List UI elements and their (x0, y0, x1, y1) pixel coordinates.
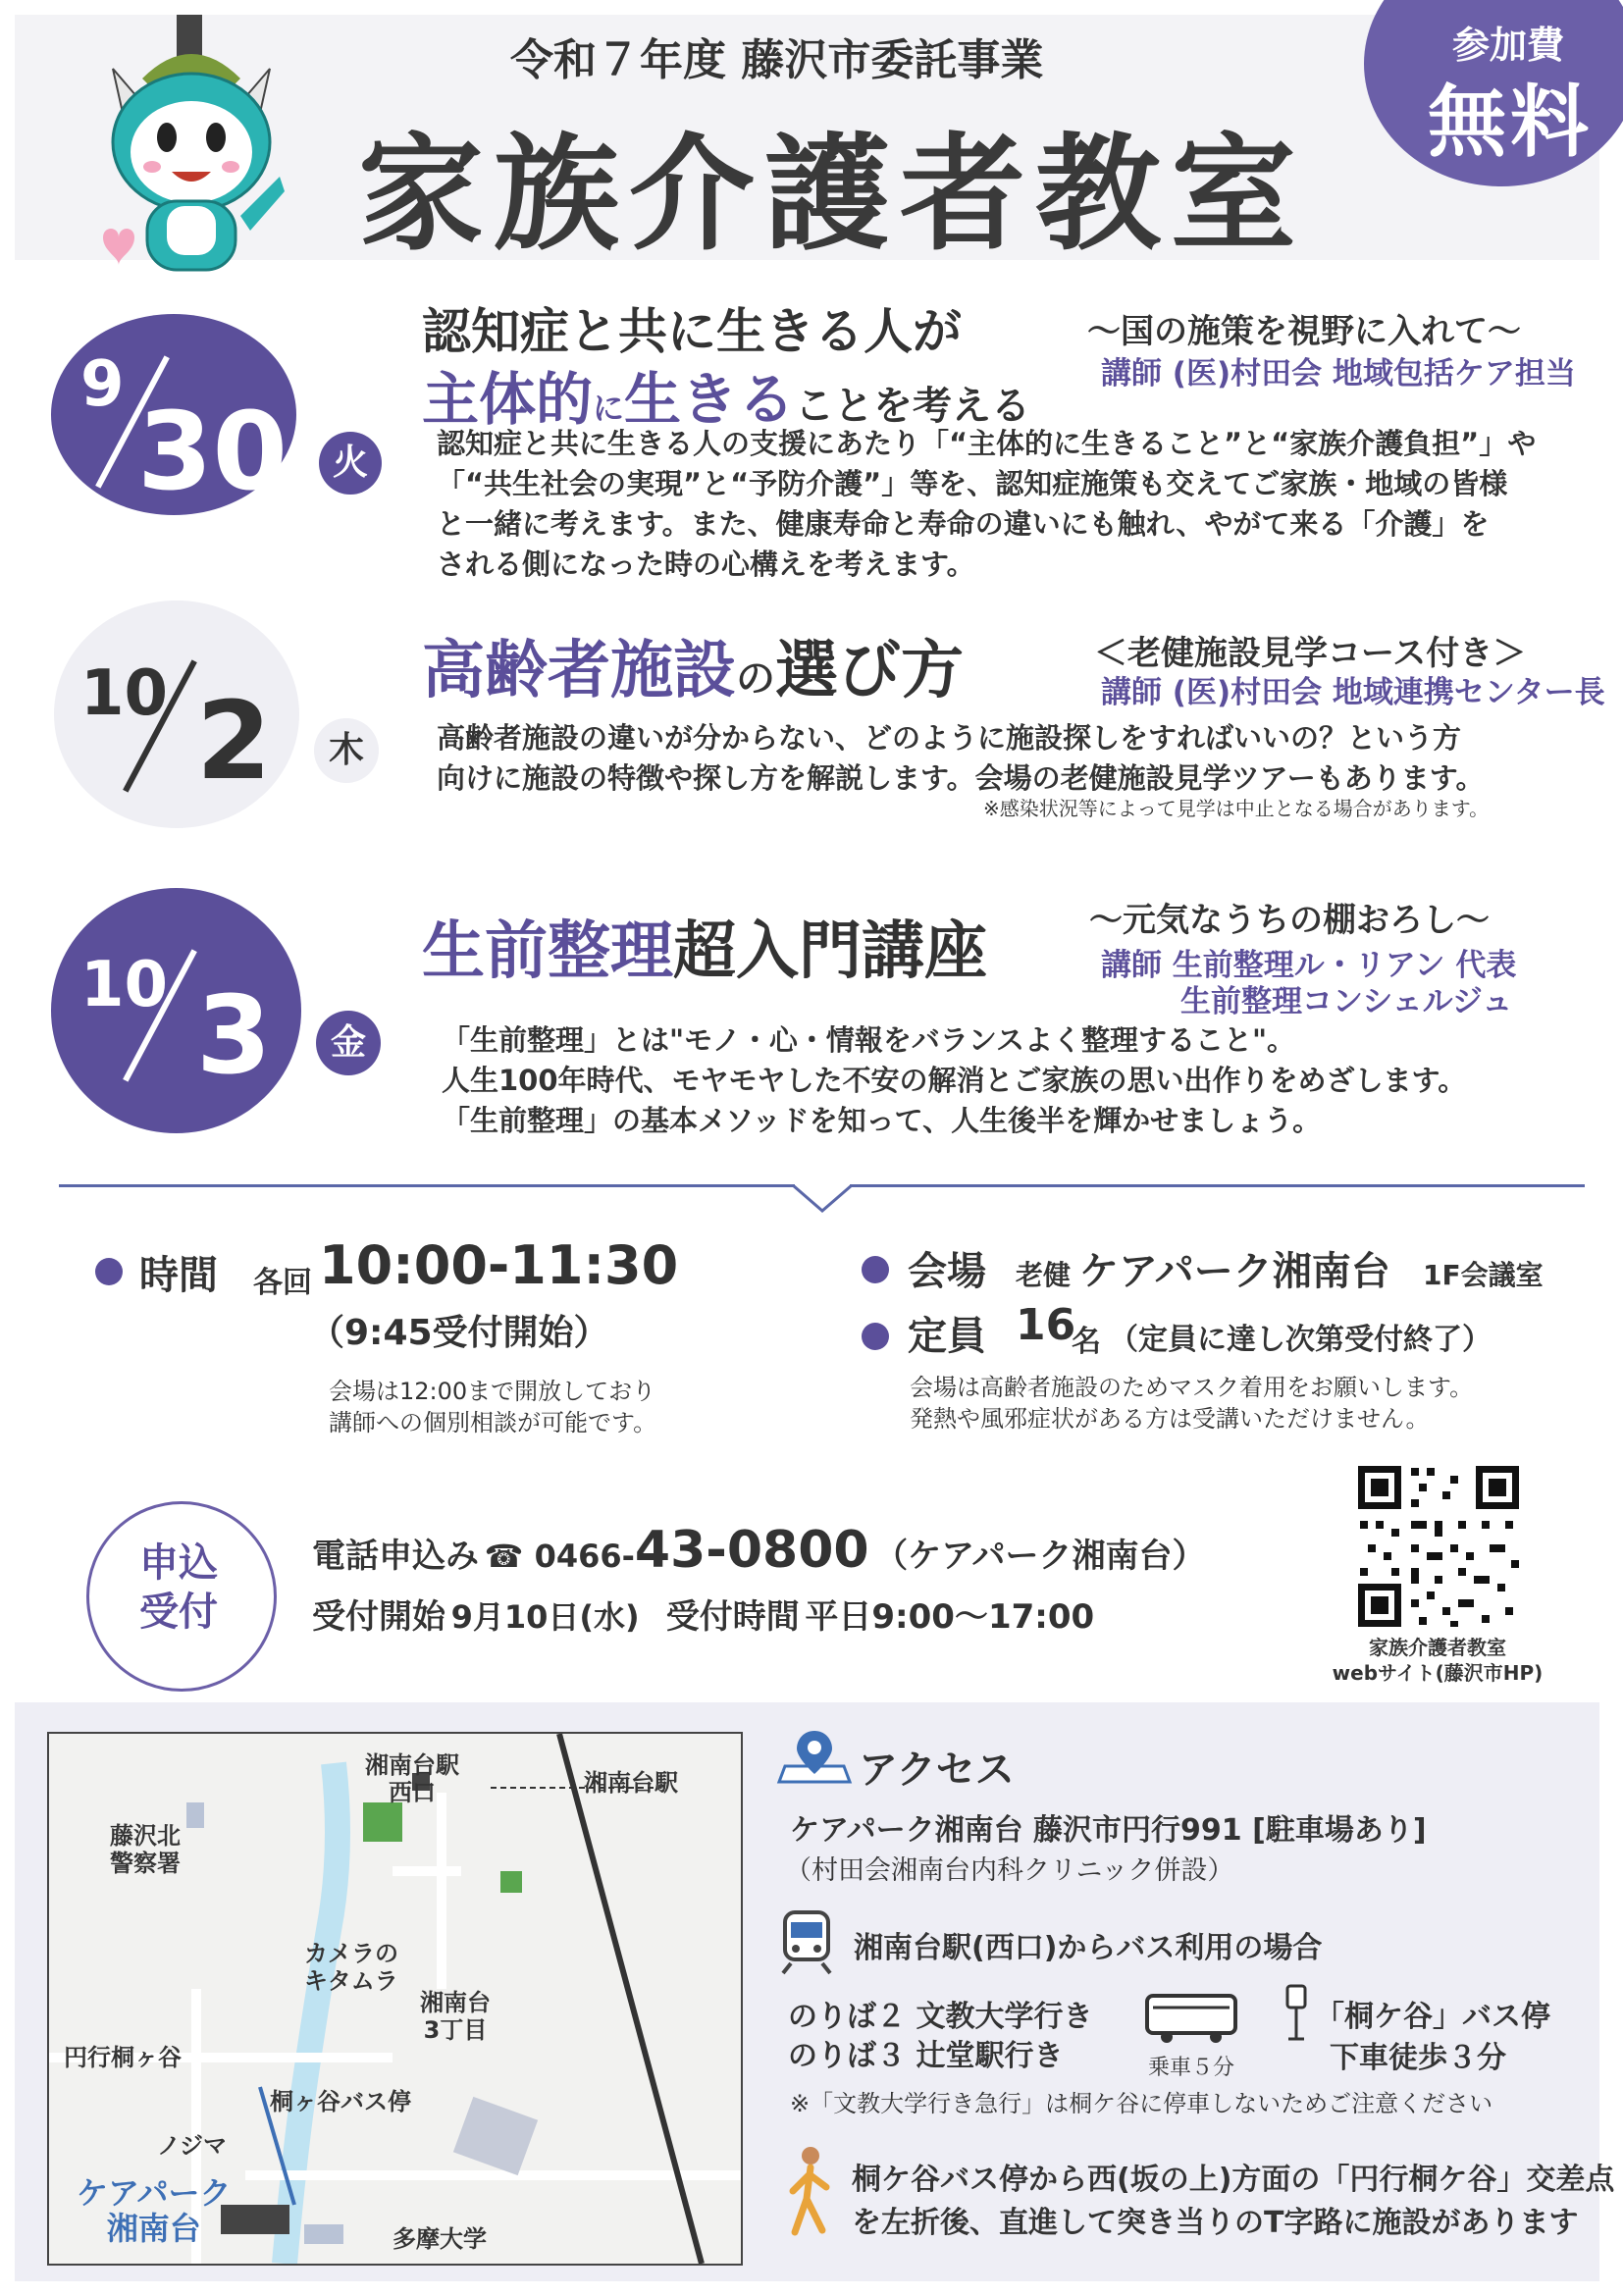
session-1-title-rest: ことを考える (795, 384, 1031, 429)
map-label-line: 湘南台 (106, 2210, 201, 2247)
weekday-1: 火 (319, 432, 382, 495)
time-label: 時間 (139, 1253, 218, 1298)
time-note-line: 会場は12:00まで開放しており (329, 1378, 656, 1405)
map-label-line: 3丁目 (423, 2016, 488, 2044)
session-2-subtitle: ＜老健施設見学コース付き＞ (1094, 634, 1527, 673)
fee-value: 無料 (1428, 77, 1593, 168)
access-address: ケアパーク湘南台 藤沢市円行991 [駐車場あり] (790, 1813, 1427, 1848)
capacity-value: 16 (1016, 1300, 1076, 1350)
session-3-subtitle: ～元気なうちの棚おろし～ (1089, 901, 1490, 940)
program-title: 家族介護者教室 (358, 122, 1307, 268)
stop-name: 「桐ケ谷」バス停 (1315, 2000, 1550, 2034)
time-value: 10:00-11:30 (319, 1234, 679, 1296)
bullet-dot-icon (862, 1323, 889, 1350)
session-2-title-no: の (736, 656, 775, 702)
apply-badge-line: 受付 (139, 1590, 218, 1635)
session-3-desc-line: 「生前整理」とは"モノ・心・情報をバランスよく整理すること"。 (442, 1023, 1296, 1057)
walk-directions (852, 2159, 1614, 2245)
map-label-line: 藤沢北 (110, 1822, 181, 1850)
map-label-tama: 多摩大学 (393, 2225, 487, 2253)
session-3-desc-line: 人生100年時代、モヤモヤした不安の解消とご家族の思い出作りをめざします。 (442, 1064, 1467, 1097)
session-1-description (437, 424, 1595, 585)
reception-start-value: 9月10日(水) (450, 1598, 640, 1636)
map-label-police (110, 1822, 181, 1877)
bus-heading: 湘南台駅(西口)からバス利用の場合 (854, 1931, 1323, 1965)
map-label-line: カメラの (304, 1940, 398, 1967)
reception-hours-value: 平日9:00～17:00 (805, 1597, 1095, 1637)
map-label-enko: 円行桐ヶ谷 (64, 2044, 182, 2071)
session-2-desc-line: 高齢者施設の違いが分からない、どのように施設探しをすればいいの？という方 (437, 721, 1462, 755)
venue-note-line: 会場は高齢者施設のためマスク着用をお願いします。 (910, 1374, 1474, 1401)
mascot-illustration (83, 10, 299, 294)
map-label-line: 西口 (389, 1779, 436, 1806)
map-label-station-west (365, 1751, 459, 1806)
map-label-line: 警察署 (110, 1850, 181, 1877)
qr-caption-line: webサイト(藤沢市HP) (1332, 1661, 1544, 1685)
qr-caption (1315, 1635, 1560, 1686)
venue-room: 1F会議室 (1423, 1259, 1544, 1291)
session-3-lecturer-1: 講師 生前整理ル・リアン 代表 (1101, 948, 1517, 983)
date-day-3: 3 (196, 972, 272, 1098)
bus-stop-icon (1283, 1984, 1309, 2047)
phone-label: 電話申込み (312, 1537, 479, 1576)
weekday-3: 金 (316, 1011, 381, 1075)
capacity-unit: 名 (1072, 1325, 1101, 1359)
time-prefix: 各回 (253, 1266, 312, 1300)
divider-notch-icon (793, 1177, 852, 1217)
date-month-3: 10 (80, 949, 169, 1021)
time-note (329, 1376, 656, 1438)
session-1-title-emph-2: 生きる (624, 366, 796, 433)
qr-caption-line: 家族介護者教室 (1369, 1636, 1506, 1659)
map-label-line: ケアパーク (77, 2174, 232, 2212)
date-month-2: 10 (80, 657, 169, 730)
qr-code-icon (1354, 1462, 1523, 1631)
fee-label: 参加費 (1452, 24, 1565, 67)
map-label-camera (304, 1940, 398, 1995)
time-reception: （9:45受付開始） (309, 1313, 609, 1353)
reception-start-label: 受付開始 (312, 1597, 445, 1637)
program-subtitle: 令和７年度 藤沢市委託事業 (510, 35, 1044, 85)
venue-note-line: 発熱や風邪症状がある方は受講いただけません。 (910, 1405, 1430, 1433)
venue-note (910, 1372, 1473, 1435)
walk-directions-line: 桐ケ谷バス停から西(坂の上)方面の「円行桐ケ谷」交差点 (852, 2163, 1615, 2197)
session-1-subtitle: ～国の施策を視野に入れて～ (1087, 312, 1521, 351)
walking-person-icon (785, 2144, 834, 2246)
session-3-lecturer-2: 生前整理コンシェルジュ (1180, 984, 1513, 1019)
session-3-title (422, 901, 987, 991)
access-clinic: （村田会湘南台内科クリニック併設） (785, 1855, 1234, 1886)
map-label-chome (420, 1989, 491, 2044)
session-2-title-rest: 選び方 (775, 635, 964, 707)
venue-value: ケアパーク湘南台 (1079, 1249, 1390, 1294)
phone-row (312, 1521, 1205, 1580)
map-label-line: 湘南台駅 (365, 1751, 459, 1779)
session-1-title-line1: 認知症と共に生きる人が (422, 303, 962, 360)
map-label-line: キタムラ (304, 1967, 398, 1995)
session-3-title-emph: 生前整理 (422, 915, 673, 988)
access-heading: アクセス (859, 1748, 1015, 1793)
session-2-title-emph: 高齢者施設 (422, 635, 736, 707)
session-3-description (442, 1020, 1599, 1141)
venue-prefix: 老健 (1016, 1259, 1072, 1291)
session-2-lecturer: 講師 (医)村田会 地域連携センター長 (1101, 675, 1605, 710)
reception-row (312, 1590, 1094, 1638)
walk-directions-line: を左折後、直進して突き当りのT字路に施設があります (852, 2206, 1579, 2240)
bus-caution: ※「文教大学行き急行」は桐ケ谷に停車しないためご注意ください (790, 2090, 1493, 2117)
map-label-carepark (77, 2175, 231, 2246)
capacity-note: （定員に達し次第受付終了） (1109, 1323, 1492, 1357)
phone-number[interactable]: 43-0800 (634, 1521, 869, 1580)
session-2-title (422, 620, 964, 710)
map-label-nojima: ノジマ (157, 2132, 228, 2160)
session-1-title-emph-1: 主体的 (422, 366, 594, 433)
apply-badge-line: 申込 (139, 1540, 218, 1586)
session-1-desc-line: と一緒に考えます。また、健康寿命と寿命の違いにも触れ、やがて来る「介護」を (437, 507, 1490, 541)
session-2-description (437, 718, 1595, 799)
bus-route-1: のりば２ 文教大学行き (788, 2000, 1093, 2034)
phone-prefix: ☎ 0466- (484, 1538, 635, 1575)
bus-route-2: のりば３ 辻堂駅行き (788, 2039, 1064, 2073)
ride-time: 乗車５分 (1148, 2056, 1235, 2080)
date-month-1: 9 (80, 348, 125, 421)
session-3-desc-line: 「生前整理」の基本メソッドを知って、人生後半を輝かせましょう。 (442, 1104, 1322, 1137)
location-pin-icon (775, 1727, 854, 1790)
session-1-desc-line: 認知症と共に生きる人の支援にあたり「“主体的に生きること”と“家族介護負担”」や (437, 427, 1537, 460)
reception-hours-label: 受付時間 (665, 1597, 800, 1637)
bus-icon (1143, 1992, 1241, 2051)
session-1-title-ni: に (593, 390, 625, 427)
map-label-line: 湘南台 (420, 1989, 491, 2016)
weekday-2: 木 (314, 718, 379, 783)
map-label-station: 湘南台駅 (584, 1769, 678, 1797)
session-1-desc-line: される側になった時の心構えを考えます。 (437, 548, 975, 581)
bullet-dot-icon (862, 1256, 889, 1283)
time-note-line: 講師への個別相談が可能です。 (329, 1409, 657, 1436)
capacity-label: 定員 (908, 1314, 986, 1359)
qr-code[interactable] (1354, 1462, 1523, 1631)
apply-badge-text (86, 1539, 271, 1637)
bullet-dot-icon (95, 1258, 123, 1285)
session-2-desc-line: 向けに施設の特徴や探し方を解説します。会場の老健施設見学ツアーもあります。 (437, 761, 1485, 795)
session-3-title-rest: 超入門講座 (673, 915, 987, 988)
date-day-2: 2 (196, 678, 272, 804)
venue-label: 会場 (908, 1249, 986, 1294)
train-icon (777, 1908, 836, 1981)
access-map[interactable] (47, 1732, 743, 2266)
date-day-1: 30 (137, 389, 288, 514)
map-label-bus-stop: 桐ヶ谷バス停 (270, 2088, 411, 2115)
session-1-lecturer: 講師 (医)村田会 地域包括ケア担当 (1101, 356, 1576, 391)
mascot-icon (83, 10, 299, 294)
stop-walk: 下車徒歩３分 (1330, 2041, 1506, 2075)
session-1-desc-line: 「“共生社会の実現”と“予防介護”」等を、認知症施策も交えてご家族・地域の皆様 (437, 467, 1508, 500)
session-2-note: ※感染状況等によって見学は中止となる場合があります。 (983, 797, 1490, 820)
phone-place: （ケアパーク湘南台） (874, 1537, 1206, 1576)
